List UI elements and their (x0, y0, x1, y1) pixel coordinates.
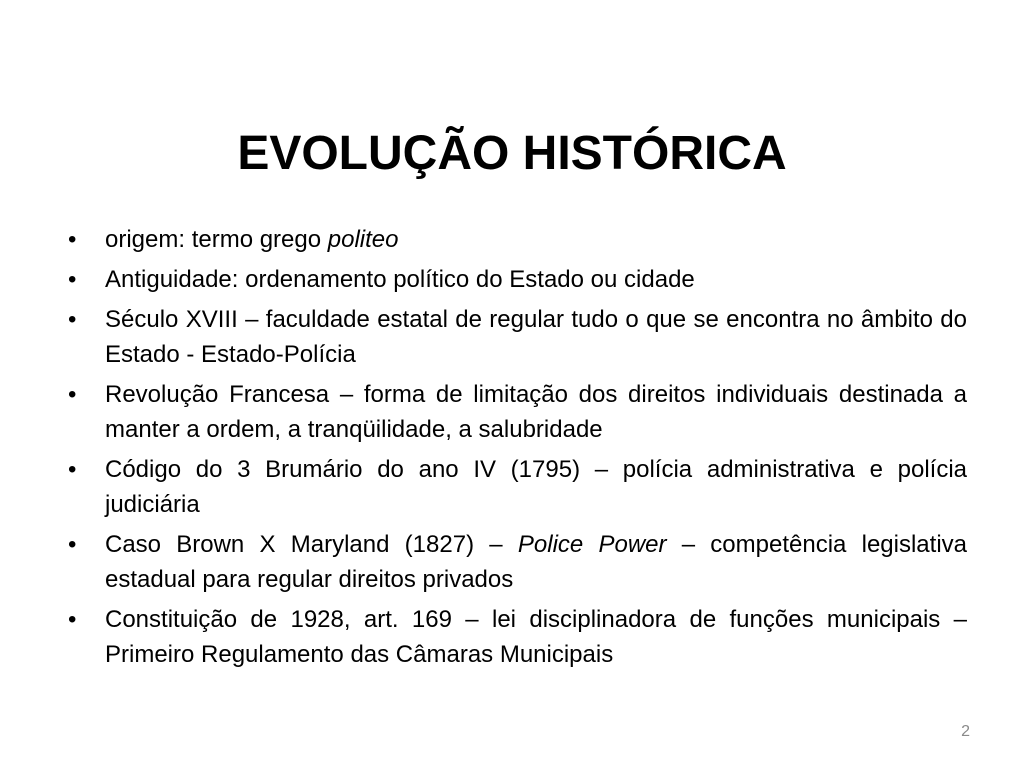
bullet-icon: • (68, 306, 77, 333)
bullet-text (105, 527, 967, 597)
bullet-item-codigo-brumario (62, 452, 967, 522)
bullet-item-origem (62, 222, 967, 257)
slide-title: EVOLUÇÃO HISTÓRICA (237, 127, 787, 180)
bullet-text-part: – competência legislativa estadual para regular direitos privados (105, 531, 967, 593)
bullet-emphasis: politeo (327, 226, 399, 253)
bullet-text-part: Código do 3 Brumário do ano IV (1795) – polícia administrativa e polícia judiciária (105, 456, 967, 518)
bullet-icon: • (68, 226, 77, 253)
bullet-text (105, 452, 967, 522)
bullet-icon: • (68, 456, 77, 483)
bullet-icon: • (68, 381, 77, 408)
bullet-text (105, 222, 967, 257)
bullet-text (105, 602, 967, 672)
bullet-item-seculo-xviii (62, 302, 967, 372)
bullet-text (105, 377, 967, 447)
bullet-item-antiguidade (62, 262, 967, 297)
page-number: 2 (961, 723, 970, 740)
bullet-icon: • (68, 531, 77, 558)
bullet-icon: • (68, 266, 77, 293)
bullet-text-part: origem: termo grego (105, 226, 328, 253)
bullet-text-part: Revolução Francesa – forma de limitação dos direitos individuais destinada a manter a ordem, a tranqüilidade, a salubridade (105, 381, 967, 443)
bullet-text-part: Caso Brown X Maryland (1827) – (105, 531, 518, 558)
bullet-item-constituicao-1928 (62, 602, 967, 672)
bullet-item-brown-maryland (62, 527, 967, 597)
bullet-text (105, 262, 967, 297)
bullet-text-part: Antiguidade: ordenamento político do Estado ou cidade (105, 266, 695, 293)
bullet-text (105, 302, 967, 372)
bullet-emphasis: Police Power (517, 531, 667, 558)
bullet-text-part: Século XVIII – faculdade estatal de regular tudo o que se encontra no âmbito do Estado - Estado-Polícia (105, 306, 967, 368)
bullet-icon: • (68, 606, 77, 633)
bullet-list (62, 222, 967, 677)
bullet-item-revolucao-francesa (62, 377, 967, 447)
bullet-text-part: Constituição de 1928, art. 169 – lei disciplinadora de funções municipais – Primeiro Regulamento das Câmaras Municipais (105, 606, 967, 668)
